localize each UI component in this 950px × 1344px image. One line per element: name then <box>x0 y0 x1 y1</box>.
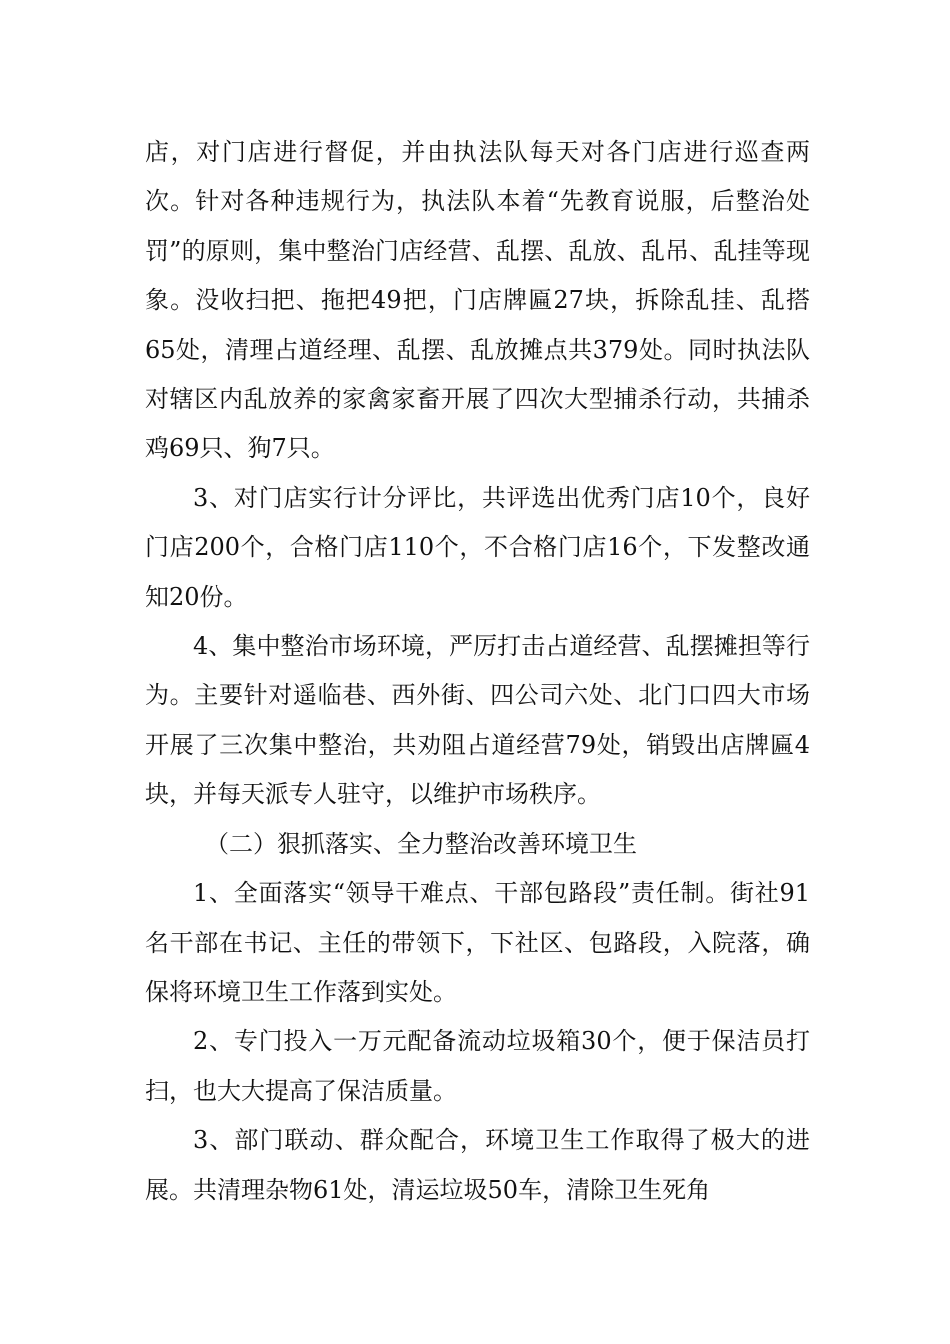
paragraph-item-2-bins: 2、专门投入一万元配备流动垃圾箱30个，便于保洁员打扫，也大大提高了保洁质量。 <box>145 1027 810 1105</box>
paragraph-item-3-scoring: 3、对门店实行计分评比，共评选出优秀门店10个，良好门店200个，合格门店110个，不合格门店16个，下发整改通知20份。 <box>145 483 810 611</box>
paragraph-item-3-linkage: 3、部门联动、群众配合，环境卫生工作取得了极大的进展。共清理杂物61处，清运垃圾50车，清除卫生死角 <box>145 1126 810 1204</box>
paragraph-item-4-market: 4、集中整治市场环境，严厉打击占道经营、乱摆摊担等行为。主要针对遥临巷、西外街、四公司六处、北门口四大市场开展了三次集中整治，共劝阻占道经营79处，销毁出店牌匾4块，并每天派专人驻守，以维护市场秩序。 <box>145 632 810 809</box>
paragraph-item-1-responsibility: 1、全面落实“领导干难点、干部包路段”责任制。街社91名干部在书记、主任的带领下，下社区、包路段，入院落，确保将环境卫生工作落到实处。 <box>145 879 810 1006</box>
paragraph-continuation: 店，对门店进行督促，并由执法队每天对各门店进行巡查两次。针对各种违规行为，执法队本着“先教育说服，后整治处罚”的原则，集中整治门店经营、乱摆、乱放、乱吊、乱挂等现象。没收扫把、拖把49把，门店牌匾27块，拆除乱挂、乱搭65处，清理占道经理、乱摆、乱放摊点共379处。同时执法队对辖区内乱放养的家禽家畜开展了四次大型捕杀行动，共捕杀鸡69只、狗7只。 <box>145 138 810 463</box>
section-heading: （二）狠抓落实、全力整治改善环境卫生 <box>205 829 637 858</box>
document-body <box>145 128 810 1215</box>
